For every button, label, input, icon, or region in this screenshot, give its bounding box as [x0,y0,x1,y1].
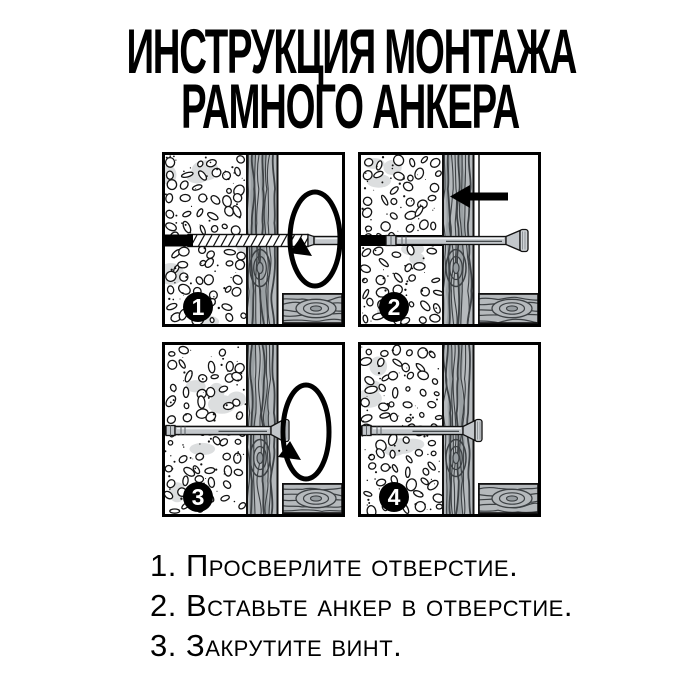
drill-bit-icon [165,235,343,247]
title-row-2 [0,71,700,142]
step-item-1: 1. Просверлите отверстие. [150,548,519,583]
panel-step-2 [358,152,541,327]
step-badge [379,292,409,322]
panel-step-3 [162,342,345,517]
title-line-2: РАМНОГО АНКЕРА [181,71,519,142]
svg-text:2: 2 [387,294,401,320]
step-badge [183,292,213,322]
svg-text:3: 3 [191,484,205,510]
step-badge [183,482,213,512]
step-item-2: 2. Вставьте анкер в отверстие. [150,588,573,623]
step-item-3: 3. Закрутите винт. [150,628,403,663]
panel-step-4 [358,342,541,517]
step-list [150,546,590,666]
window-sill [282,293,345,324]
svg-text:4: 4 [387,484,401,510]
panel-step-1 [162,152,345,327]
title-line-1: ИНСТРУКЦИЯ МОНТАЖА [126,16,577,87]
window-sill [478,293,541,324]
instruction-panels [162,152,541,517]
window-sill [478,483,541,514]
page-title [0,16,700,142]
window-sill [282,483,345,514]
svg-text:1: 1 [191,294,205,320]
step-badge [379,482,409,512]
